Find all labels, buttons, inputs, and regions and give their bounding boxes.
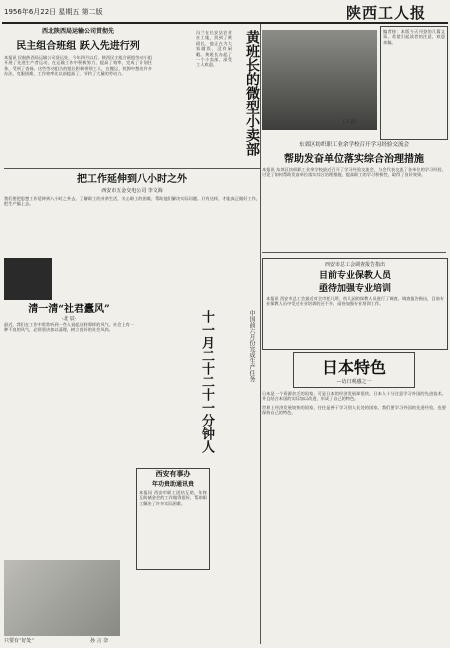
news-photo [262, 30, 377, 130]
article-byline: ·北 辰· [61, 316, 77, 322]
article-headline: 清一清“社君蠹风” [28, 304, 110, 315]
article-headline: 把工作延伸到八小时之外 [77, 174, 187, 185]
article-snackbar [196, 30, 232, 190]
article-body: 冯兰在长安县农业社工地，找到了黄班长，他正在为大家做饭，没有闲暇。黄班长办起了一个小卖部，深受工人欢迎。 [196, 30, 232, 68]
article-body: 我们要把思想工作延伸到八小时之外去，了解职工的业余生活，关心职工的困难，帮助他们解决实际问题。只有这样，才能真正做好工作，把生产搞上去。 [4, 196, 260, 207]
headline-frame [293, 352, 415, 388]
article-headline: 帮助发奋单位落实综合治理措施 [284, 154, 424, 165]
article-subheadline: —访日观感之一 [336, 379, 372, 385]
article-headline: 民主组合班组 跃入先进行列 [16, 41, 140, 52]
vertical-headline-2: 十一月二十二十一分钟人 [199, 310, 214, 453]
article-subheadline: 亟待加强专业培训 [318, 284, 391, 294]
section-divider [4, 168, 260, 169]
article-body: 本报讯 西安市职工团结互助，年终互助储金会的工作做得很好，帮助职工解决了许多实际困难。 [139, 490, 207, 506]
column-divider [260, 24, 261, 644]
article-kicker: 西安市总工会调查报告指出 [324, 262, 385, 268]
article-body: 本报讯 西安市总工会最近对全市托儿所、幼儿园的保教人员进行了调查，调查报告指出，目前专业保教人员中受过专业培训的还不多，亟待加强专业培训工作。 [266, 296, 444, 307]
section-divider [262, 252, 446, 253]
article-headline: 西安有事办 [155, 469, 191, 478]
side-note-box [380, 26, 448, 140]
article-clean-up [4, 300, 134, 500]
article-subheadline: 年功贵助通讯贵 [151, 481, 194, 488]
vertical-subheadline: 中国前六月份完成生产任务 [248, 310, 255, 382]
article-kicker: 西北陕西局运输公司贯彻先 [41, 28, 114, 35]
cartoon-image [4, 560, 120, 636]
cartoon-caption: 只要有“好处” [4, 638, 35, 644]
masthead: 陕西工人报 [345, 4, 426, 22]
article-childcare [262, 258, 448, 350]
column-logo [4, 258, 52, 300]
article-japan [262, 352, 446, 644]
cartoon-credit: 孙 言 奈 [90, 638, 109, 644]
article-groups [4, 26, 152, 166]
article-school [262, 140, 446, 250]
article-mutual-aid [136, 468, 210, 570]
article-kicker: 东郊区纺织职工业余学校召开学习经验交流会 [298, 142, 409, 148]
article-byline: 西安市五金交电公司 李文海 [101, 188, 163, 194]
vertical-headline: 黄班长的微型小卖部 [244, 30, 260, 156]
article-body: 本报讯 东郊区纺织职工业余学校最近召开了学习经验交流会，与会代表交流了各单位的学习经验，讨论了如何帮助发奋单位落实综合治理措施，提高职工的学习积极性，取得了良好效果。 [262, 167, 446, 178]
side-note-body: 编者按：本版今天刊登的几篇文章，希望引起读者的注意，欢迎来稿。 [383, 29, 445, 45]
article-headline: 目前专业保教人员 [318, 271, 391, 281]
article-body: 本报讯 民航陕西局运输公司货运处，今年四月以后，陕西民主组合班组劳动小组开展了先进生产者运动，在运输工作中积极努力，提高了效率，完成了计划任务，受到了表扬。这些劳动组合的组长积极带领工人，在搬运、装卸中想出许多办法，克服困难，工作效率比以前提高了，节约了大量的劳动力。 [4, 55, 152, 77]
article-body-2: 世界上经济发展较快的国家，往往是善于学习别人长处的国家。我们要学习外国的先进经验，也要保持自己的特色。 [262, 404, 446, 416]
photo-caption: （工会） [340, 119, 361, 125]
page-header [2, 2, 448, 24]
article-headline: 日本特色 [321, 358, 386, 377]
issue-date: 1956年6月22日 星期五 第二版 [4, 8, 103, 16]
article-body: 日本是一个资源贫乏的国家，可是日本的经济发展却很快。日本人十分注意学习外国的先进技术，并且结合本国的实际加以改进，形成了自己的特色。 [262, 391, 446, 402]
article-body: 最近，我们在工作中常常听到一些人说起这样那样的风气。社会上有一种不良的风气，必须坚决加以清理，树立良好的社会风尚。 [4, 322, 134, 333]
